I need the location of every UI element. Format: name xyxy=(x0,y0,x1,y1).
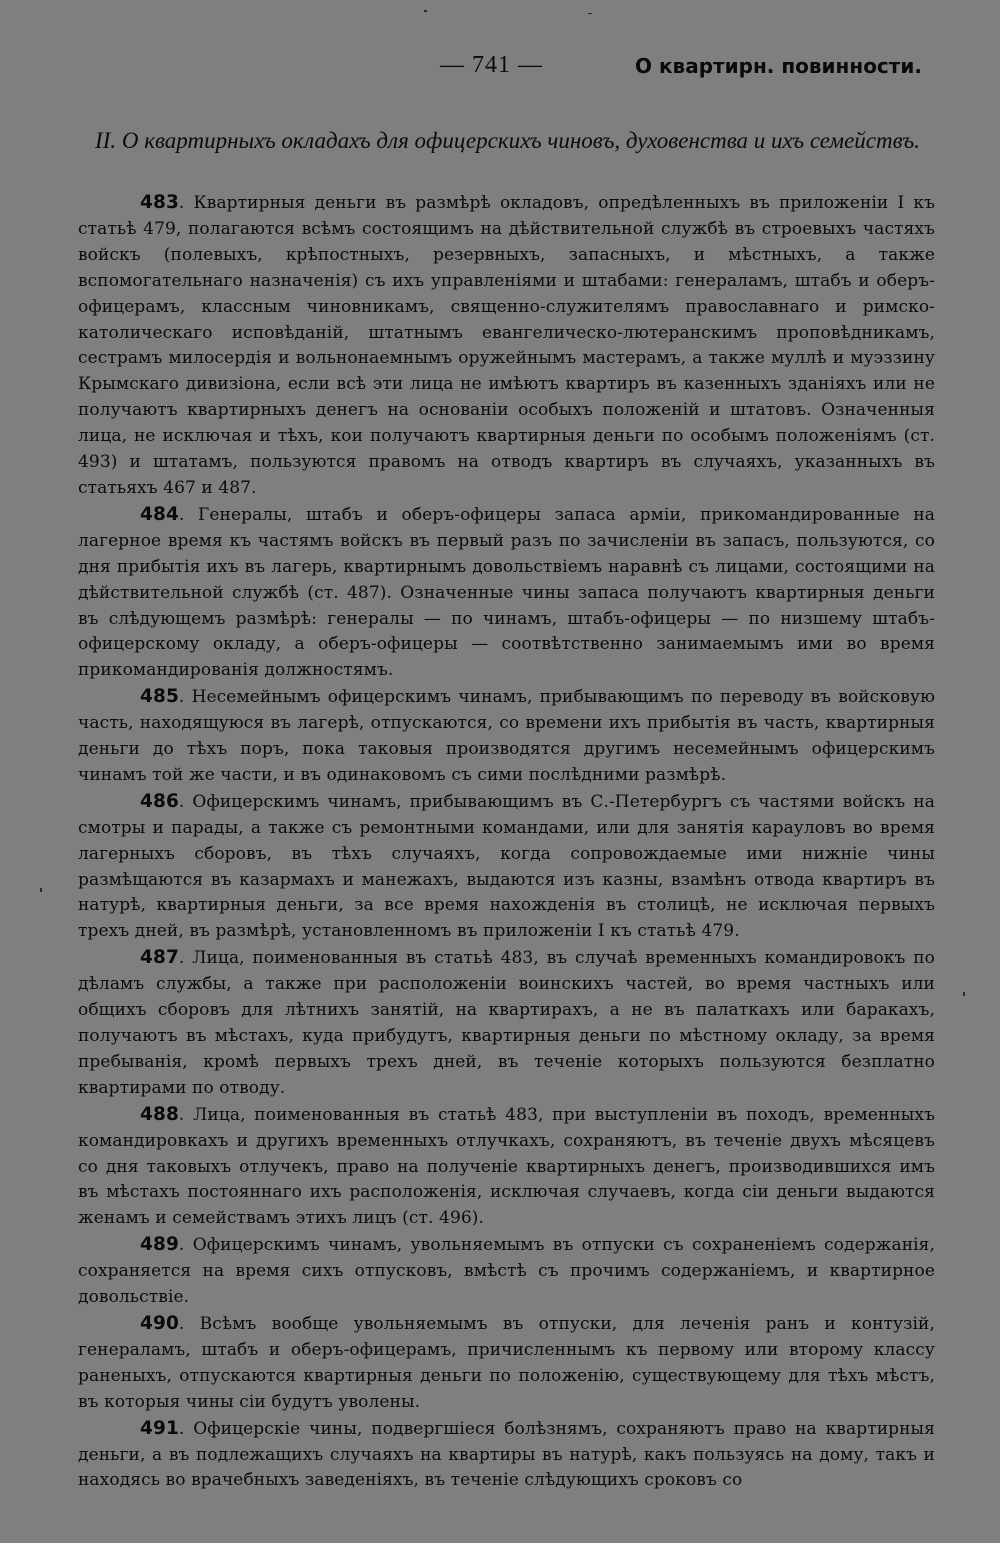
article-487 xyxy=(78,945,935,1101)
article-485 xyxy=(78,684,935,789)
article-491 xyxy=(78,1416,935,1495)
running-title: О квартирн. повинности. xyxy=(635,54,922,78)
print-speck xyxy=(40,888,42,892)
page-header xyxy=(0,52,1000,86)
article-484 xyxy=(78,502,935,684)
article-number: 491 xyxy=(140,1417,179,1439)
article-488 xyxy=(78,1102,935,1233)
print-speck xyxy=(588,13,592,14)
article-number: 487 xyxy=(140,947,179,969)
article-486 xyxy=(78,789,935,945)
article-text: . Офицерскіе чины, подвергшіеся болѣзнямъ, сохраняютъ право на квартирныя деньги, а въ подлежащихъ случаяхъ на квартиры въ натурѣ, какъ пользуясь на дому, такъ и находясь во врачебныхъ заведеніяхъ, въ теченіе слѣдующихъ сроковъ со xyxy=(78,1418,935,1491)
article-number: 490 xyxy=(140,1312,179,1334)
print-speck xyxy=(963,992,965,996)
article-489 xyxy=(78,1232,935,1311)
article-483 xyxy=(78,190,935,502)
section-title: II. О квартирныхъ окладахъ для офицерскихъ чиновъ, духовенства и ихъ семействъ. xyxy=(95,128,920,153)
article-number: 488 xyxy=(140,1103,179,1125)
article-number: 486 xyxy=(140,790,179,812)
article-text: . Офицерскимъ чинамъ, увольняемымъ въ отпуски съ сохраненіемъ содержанія, сохраняется на время сихъ отпусковъ, вмѣстѣ съ прочимъ содержаніемъ, и квартирное довольствіе. xyxy=(78,1235,935,1308)
article-number: 484 xyxy=(140,503,179,525)
article-number: 489 xyxy=(140,1234,179,1256)
article-text: . Офицерскимъ чинамъ, прибывающимъ въ С.-Петербургъ съ частями войскъ на смотры и парады, а также съ ремонтными командами, или для занятія карауловъ во время лагерныхъ сборовъ, въ тѣхъ случаяхъ, когда сопровождаемые ими нижніе чины размѣщаются въ казармахъ и манежахъ, выдаются изъ казны, взамѣнъ отвода квартиръ въ натурѣ, квартирныя деньги, за все время нахожденія въ столицѣ, не исключая первыхъ трехъ дней, въ размѣрѣ, установленномъ въ приложеніи I къ статьѣ 479. xyxy=(78,791,935,942)
article-number: 483 xyxy=(140,192,179,213)
article-text: . Генералы, штабъ и оберъ-офицеры запаса арміи, прикомандированные на лагерное время къ частямъ войскъ въ первый разъ по зачисленіи въ запасъ, пользуются, со дня прибытія ихъ въ лагерь, квартирнымъ довольствіемъ наравнѣ съ лицами, состоящими на дѣйствительной службѣ (ст. 487). Означенные чины запаса получаютъ квартирныя деньги въ слѣдующемъ размѣрѣ: генералы — по чинамъ, штабъ-офицеры — по низшему штабъ-офицерскому окладу, а оберъ-офицеры — соотвѣтственно занимаемымъ ими во время прикомандированія должностямъ. xyxy=(78,504,935,681)
article-text: . Квартирныя деньги въ размѣрѣ окладовъ, опредѣленныхъ въ приложеніи I къ статьѣ 479, полагаются всѣмъ состоящимъ на дѣйствительной службѣ въ строевыхъ частяхъ войскъ (полевыхъ, крѣпостныхъ, резервныхъ, запасныхъ, и мѣстныхъ, а также вспомогательнаго назначенія) съ ихъ управленіями и штабами: генераламъ, штабъ и оберъ-офицерамъ, классным чиновникамъ, священно-служителямъ православнаго и римско-католическаго исповѣданій, штатнымъ евангелическо-лютеранскимъ проповѣдникамъ, сестрамъ милосердія и вольнонаемнымъ оружейнымъ мастерамъ, а также муллѣ и муэззину Крымскаго дивизіона, если всѣ эти лица не имѣютъ квартиръ въ казенныхъ зданіяхъ или не получаютъ квартирныхъ денегъ на основаніи особыхъ положеній и штатовъ. Означенныя лица, не исключая и тѣхъ, кои получаютъ квартирныя деньги по особымъ положеніямъ (ст. 493) и штатамъ, пользуются правомъ на отводъ квартиръ въ случаяхъ, указанныхъ въ статьяхъ 467 и 487. xyxy=(78,193,935,498)
article-text: . Несемейнымъ офицерскимъ чинамъ, прибывающимъ по переводу въ войсковую часть, находящуюся въ лагерѣ, отпускаются, со времени ихъ прибытія въ часть, квартирныя деньги до тѣхъ поръ, пока таковыя производятся другимъ несемейнымъ офицерскимъ чинамъ той же части, и въ одинаковомъ съ сими послѣдними размѣрѣ. xyxy=(78,687,935,785)
article-490 xyxy=(78,1311,935,1416)
article-text: . Лица, поименованныя въ статьѣ 483, при выступленіи въ походъ, временныхъ командировкахъ и другихъ временныхъ отлучкахъ, сохраняютъ, въ теченіе двухъ мѣсяцевъ со дня таковыхъ отлучекъ, право на полученіе квартирныхъ денегъ, производившихся имъ въ мѣстахъ постояннаго ихъ расположенія, исключая случаевъ, когда сіи деньги выдаются женамъ и семействамъ этихъ лицъ (ст. 496). xyxy=(78,1104,935,1229)
page-number: — 741 — xyxy=(440,52,543,78)
article-body xyxy=(78,190,935,1494)
article-text: . Лица, поименованныя въ статьѣ 483, въ случаѣ временныхъ командировокъ по дѣламъ службы, а также при расположеніи воинскихъ частей, во время частныхъ или общихъ сборовъ для лѣтнихъ занятій, на квартирахъ, а не въ палаткахъ или баракахъ, получаютъ въ мѣстахъ, куда прибудутъ, квартирныя деньги по мѣстному окладу, за время пребыванія, кромѣ первыхъ трехъ дней, въ теченіе которыхъ пользуются безплатно квартирами по отводу. xyxy=(78,948,935,1098)
print-speck xyxy=(424,10,427,12)
article-number: 485 xyxy=(140,686,179,708)
article-text: . Всѣмъ вообще увольняемымъ въ отпуски, для леченія ранъ и контузій, генераламъ, штабъ и оберъ-офицерамъ, причисленнымъ къ первому или второму классу раненыхъ, отпускаются квартирныя деньги по положенію, существующему для тѣхъ мѣстъ, въ которыя чины сіи будутъ уволены. xyxy=(78,1313,935,1412)
